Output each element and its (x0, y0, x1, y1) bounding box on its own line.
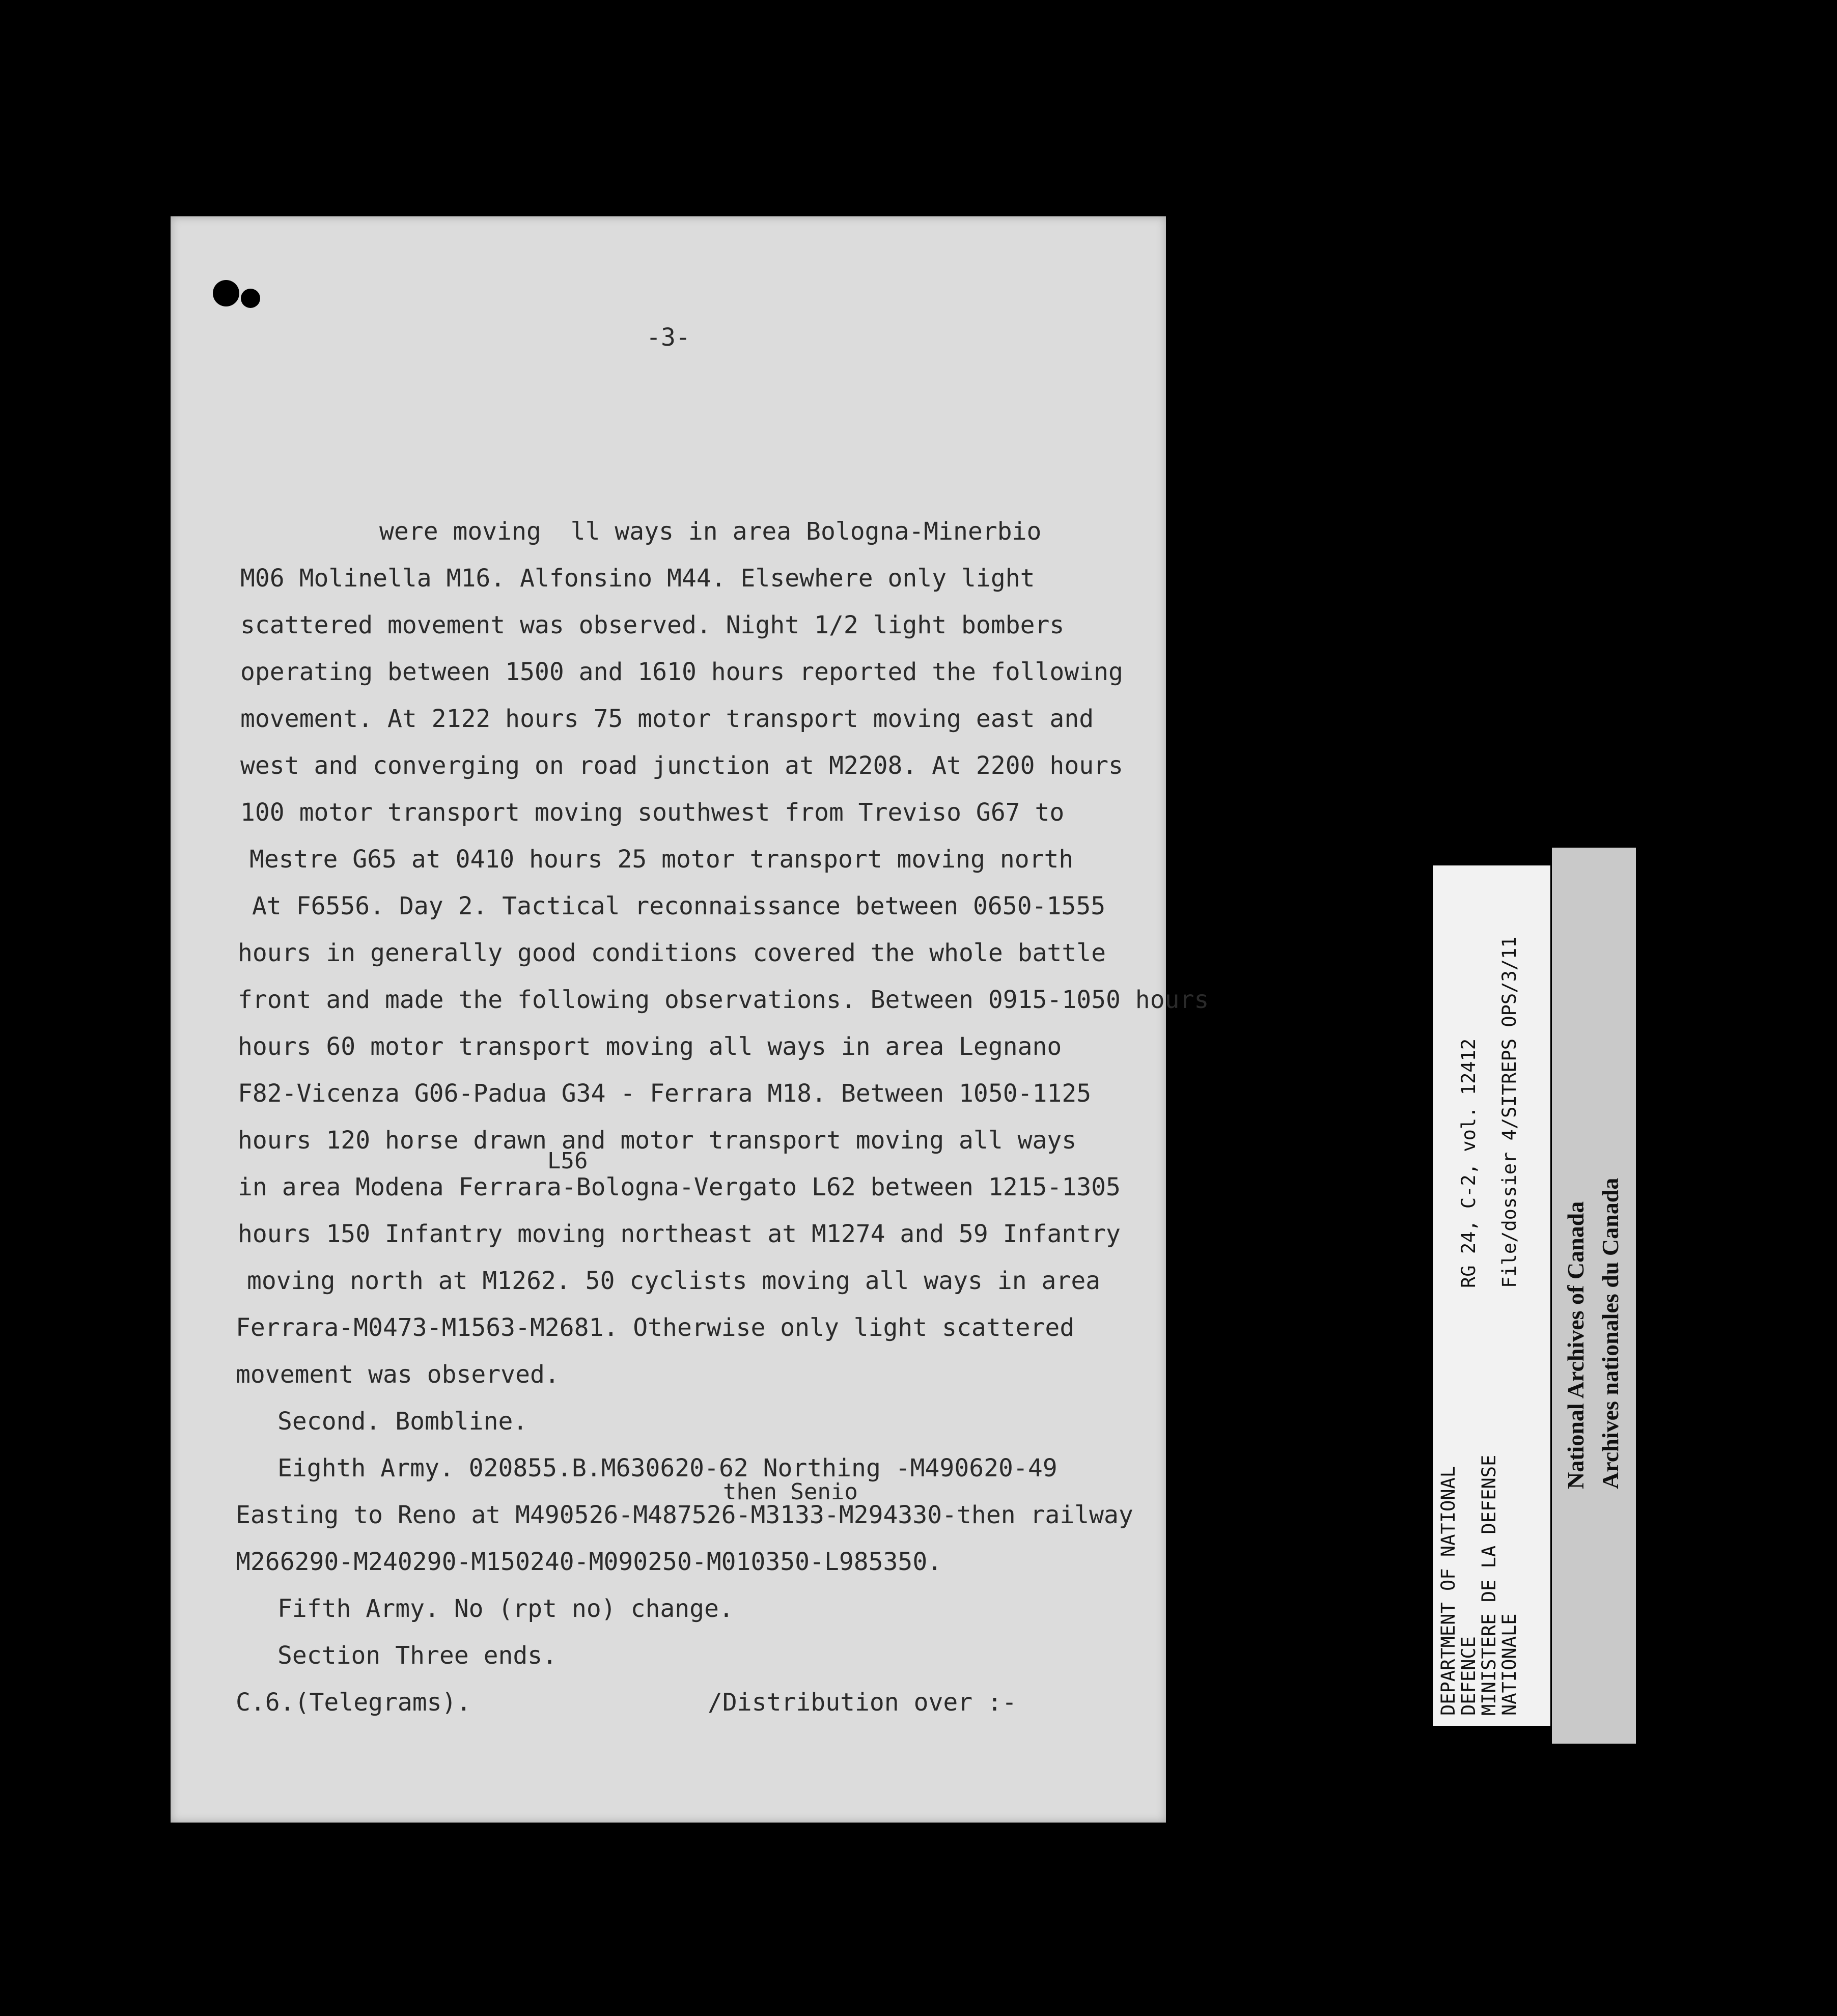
text-line: Ferrara-M0473-M1563-M2681. Otherwise only light scattered (236, 1313, 1075, 1342)
text-line: west and converging on road junction at M2208. At 2200 hours (240, 751, 1123, 780)
text-line: M266290-M240290-M150240-M090250-M010350-L985350. (236, 1548, 942, 1576)
text-line: hours 60 motor transport moving all ways in area Legnano (238, 1032, 1062, 1061)
archive-reference-file: File/dossier 4/SITREPS OPS/3/11 (1498, 936, 1520, 1288)
department-label-line: MINISTERE DE LA DEFENSE (1478, 1454, 1500, 1716)
text-line: F82-Vicenza G06-Padua G34 - Ferrara M18. Between 1050-1125 (238, 1079, 1092, 1108)
text-line: scattered movement was observed. Night 1/2 light bombers (240, 611, 1065, 639)
text-line: Eighth Army. 020855.B.M630620-62 Northing -M490620-49 (277, 1454, 1057, 1482)
text-line: movement was observed. (236, 1360, 560, 1389)
text-line: in area Modena Ferrara-Bologna-Vergato L62 between 1215-1305 (238, 1173, 1121, 1201)
text-line: were moving ll ways in area Bologna-Minerbio (379, 517, 1042, 546)
text-line: operating between 1500 and 1610 hours reported the following (240, 658, 1123, 686)
text-line: moving north at M1262. 50 cyclists moving all ways in area (247, 1267, 1101, 1295)
footer-left: C.6.(Telegrams). (236, 1688, 471, 1717)
archive-reference-volume: RG 24, C-2, vol. 12412 (1458, 1038, 1480, 1288)
text-line: Easting to Reno at M490526-M487526-M3133-M294330-then railway (236, 1501, 1133, 1529)
punch-hole (241, 289, 260, 308)
text-line: hours 120 horse drawn and motor transport moving all ways (238, 1126, 1077, 1155)
text-line: Mestre G65 at 0410 hours 25 motor transport moving north (249, 845, 1074, 874)
national-archives-fr: Archives nationales du Canada (1597, 1178, 1623, 1489)
text-line: M06 Molinella M16. Alfonsino M44. Elsewhere only light (240, 564, 1035, 593)
text-line: movement. At 2122 hours 75 motor transport moving east and (240, 705, 1094, 733)
insert-l56: L56 (547, 1148, 588, 1174)
footer-right: /Distribution over :- (708, 1688, 1017, 1717)
text-line: 100 motor transport moving southwest from Treviso G67 to (240, 798, 1065, 827)
national-archives-stamp (1552, 848, 1636, 1744)
text-line: front and made the following observations. Between 0915-1050 hours (238, 986, 1209, 1014)
national-archives-en: National Archives of Canada (1563, 1201, 1589, 1489)
text-line: Second. Bombline. (277, 1407, 528, 1436)
text-line: hours in generally good conditions covered the whole battle (238, 939, 1106, 967)
insert-then-senio: then Senio (723, 1479, 858, 1505)
text-line: Fifth Army. No (rpt no) change. (277, 1594, 734, 1623)
text-line: At F6556. Day 2. Tactical reconnaissance between 0650-1555 (252, 892, 1106, 920)
text-line: Section Three ends. (277, 1641, 558, 1670)
department-label-line: NATIONALE (1498, 1613, 1520, 1716)
document-page (171, 216, 1209, 1823)
page-number: -3- (646, 323, 690, 352)
archive-reference-label (1433, 865, 1550, 1726)
department-label-line: DEPARTMENT OF NATIONAL (1437, 1466, 1459, 1716)
text-line: hours 150 Infantry moving northeast at M1274 and 59 Infantry (238, 1220, 1121, 1248)
department-label-line: DEFENCE (1458, 1636, 1480, 1716)
